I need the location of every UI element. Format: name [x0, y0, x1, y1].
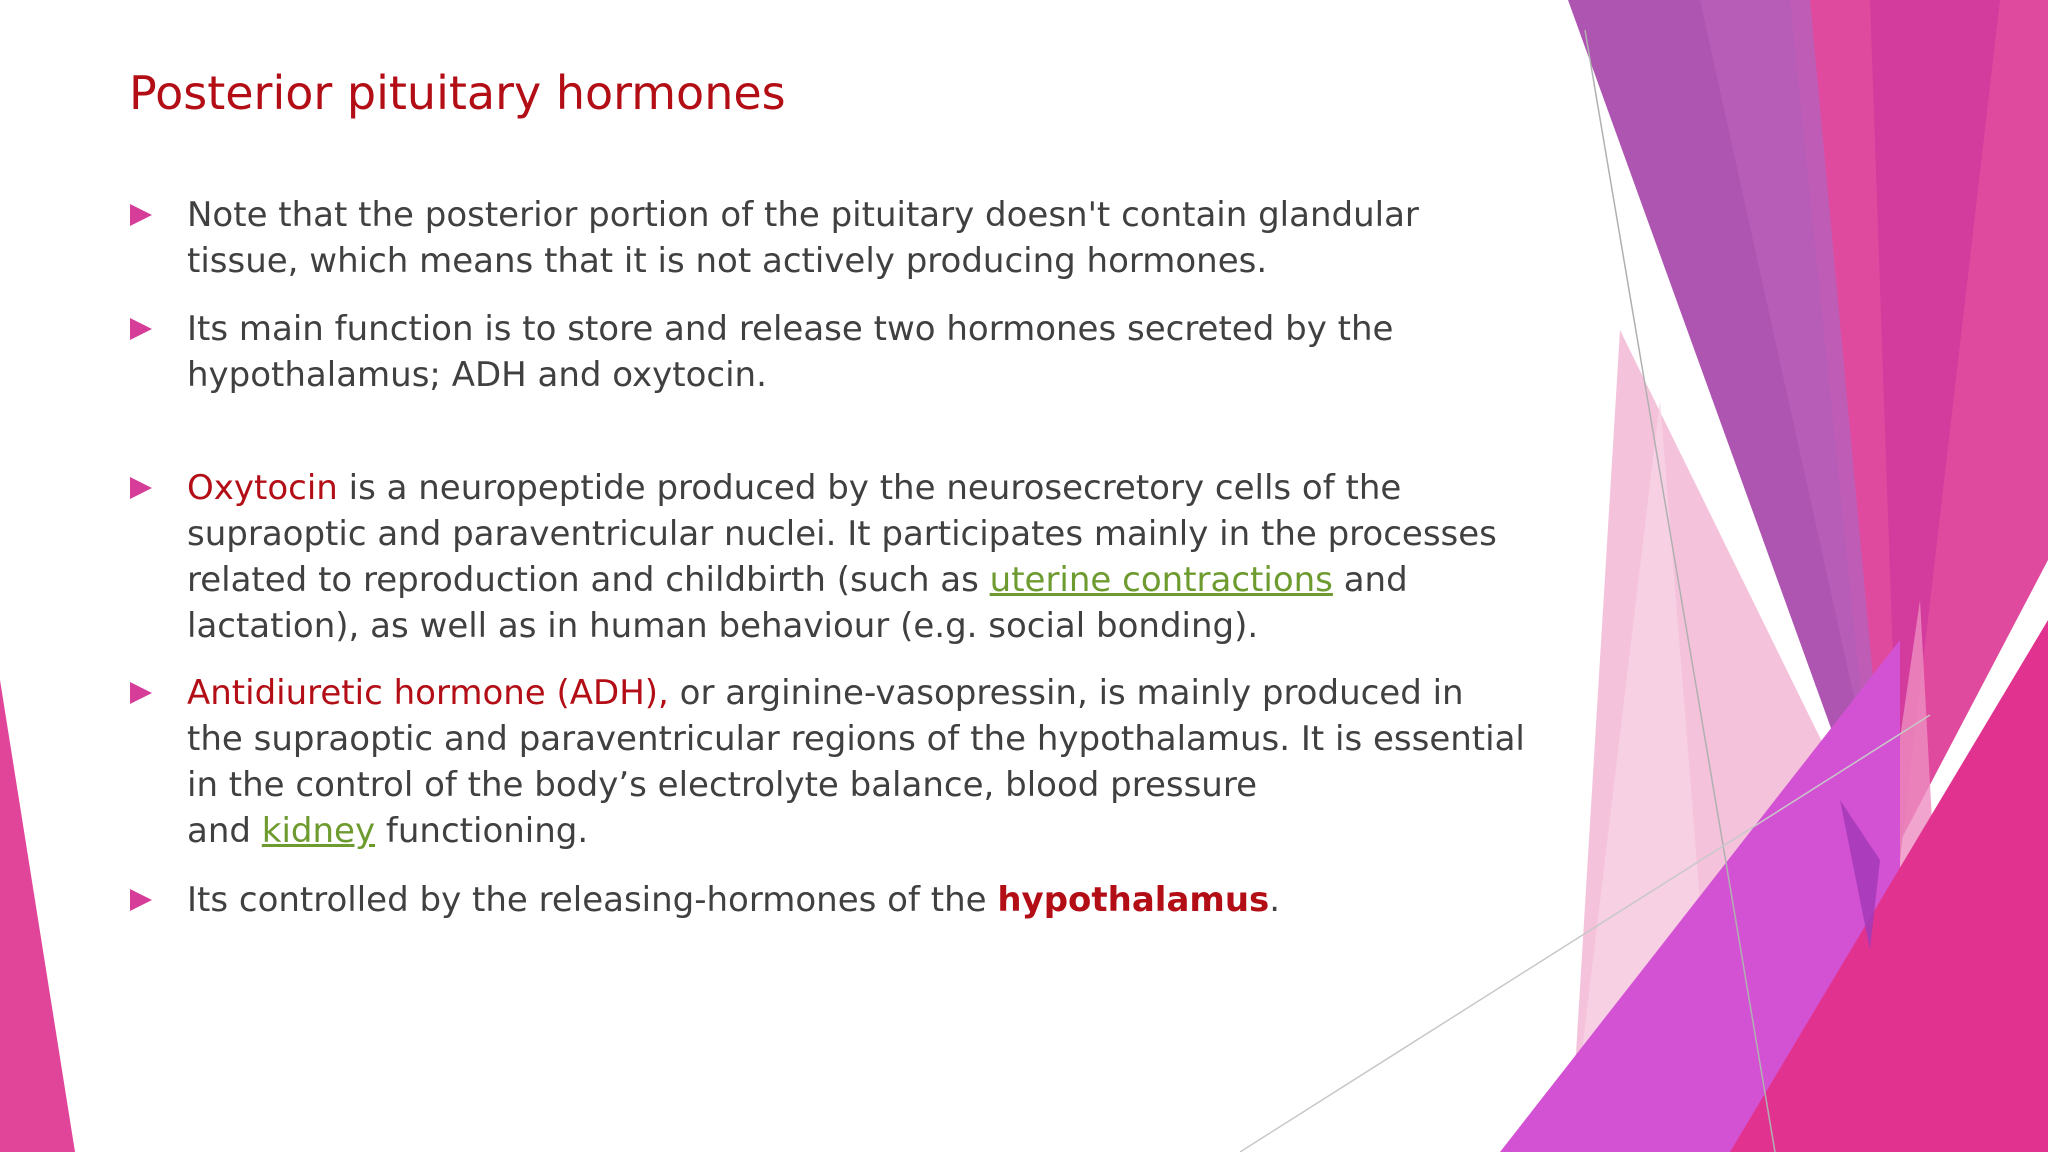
bullet-line [187, 670, 1567, 716]
bullet-text [187, 306, 1567, 398]
link-kidney[interactable]: kidney [261, 811, 376, 851]
bullet-text-segment: . [1269, 880, 1281, 920]
bullet-text-segment: functioning. [375, 811, 589, 851]
triangle-right-icon [130, 889, 152, 911]
bullet-text-segment: is a neuropeptide produced by the neurosecretory cells of the [337, 468, 1402, 508]
bullet-text-segment: related to reproduction and childbirth (such as [187, 560, 990, 600]
slide-title: Posterior pituitary hormones [129, 66, 786, 120]
term-hypothalamus: hypothalamus [997, 880, 1270, 920]
term-oxytocin: Oxytocin [187, 468, 338, 508]
triangle-right-icon [130, 477, 152, 499]
bullet-line: the supraoptic and paraventricular regions of the hypothalamus. It is essential [187, 719, 1525, 759]
bullet-line: supraoptic and paraventricular nuclei. It participates mainly in the processes [187, 514, 1497, 554]
bullet-text [187, 192, 1567, 284]
term-antidiuretic-hormone: Antidiuretic hormone (ADH), [187, 673, 669, 713]
left-accent-shape [0, 680, 75, 1152]
bullet-line: in the control of the body’s electrolyte balance, blood pressure [187, 765, 1257, 805]
bullet-line: tissue, which means that it is not actively producing hormones. [187, 241, 1268, 281]
bullet-text-segment: or arginine-vasopressin, is mainly produced in [668, 673, 1464, 713]
bullet-text [187, 670, 1567, 854]
bullet-line [187, 877, 1567, 923]
triangle-right-icon [130, 682, 152, 704]
bullet-text-segment: Its controlled by the releasing-hormones of the [187, 880, 998, 920]
bullet-text [187, 877, 1567, 923]
triangle-right-icon [130, 318, 152, 340]
bullet-line: lactation), as well as in human behaviour (e.g. social bonding). [187, 606, 1259, 646]
bullet-line: Note that the posterior portion of the pituitary doesn't contain glandular [187, 195, 1419, 235]
bullet-line: hypothalamus; ADH and oxytocin. [187, 355, 767, 395]
bullet-text-segment: and [1332, 560, 1408, 600]
bullet-line [187, 465, 1567, 511]
triangle-right-icon [130, 204, 152, 226]
bullet-text [187, 465, 1567, 649]
link-uterine-contractions[interactable]: uterine contractions [989, 560, 1333, 600]
bullet-line: Its main function is to store and release two hormones secreted by the [187, 309, 1394, 349]
bullet-line [187, 557, 1567, 603]
bullet-line [187, 808, 1567, 854]
bullet-text-segment: and [187, 811, 262, 851]
